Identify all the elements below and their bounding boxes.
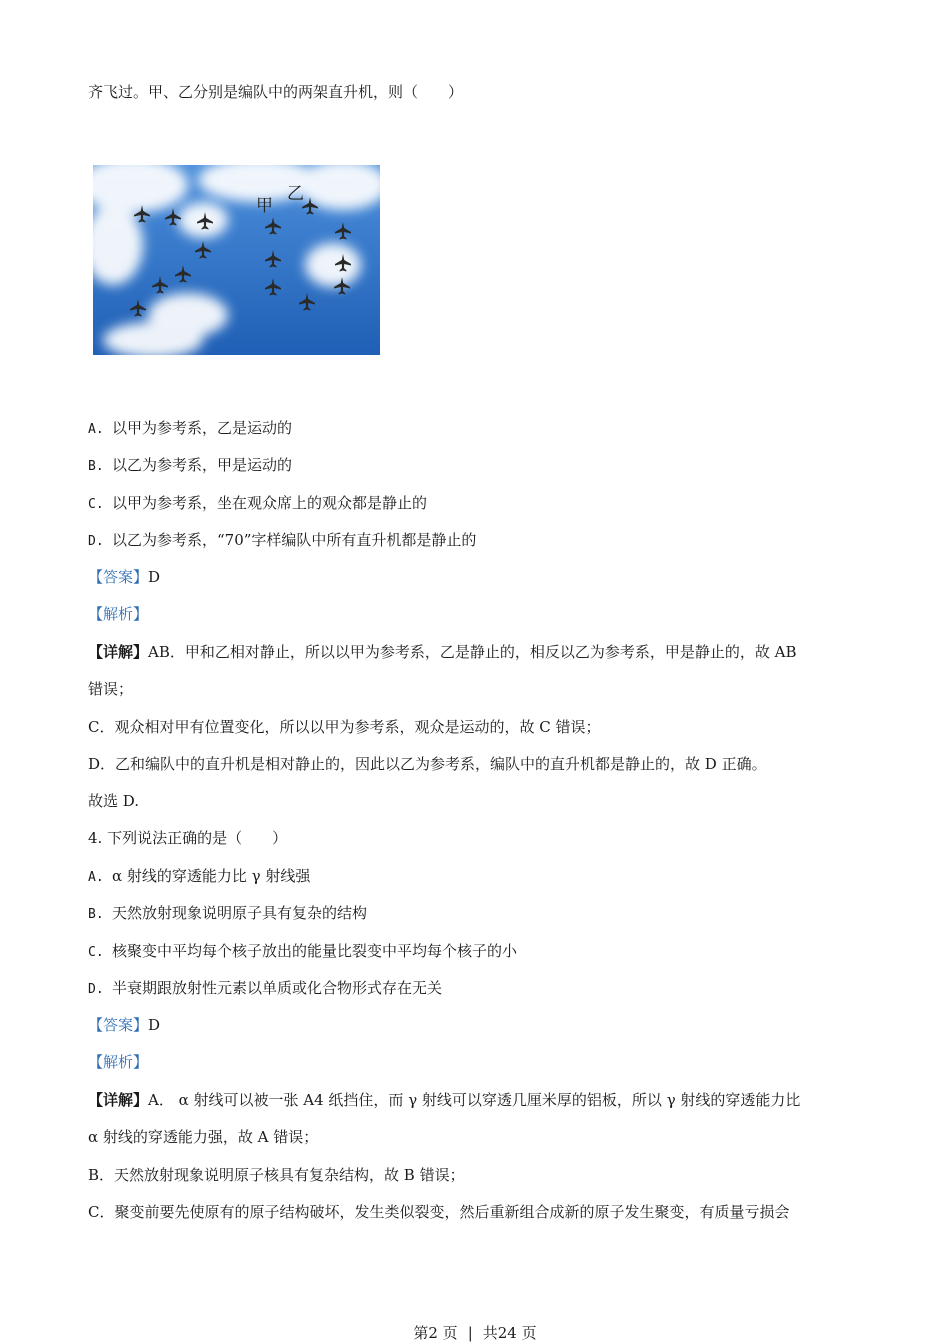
q4-detail-line-4: C．聚变前要先使原有的原子结构破坏，发生类似裂变，然后重新组合成新的原子发生聚变，有质量亏损会 bbox=[88, 1203, 790, 1221]
q3-analysis-heading: 【解析】 bbox=[88, 605, 149, 623]
q4-option-a: A. α 射线的穿透能力比 γ 射线强 bbox=[88, 867, 311, 885]
q4-detail-line-1: 【详解】A． α 射线可以被一张 A4 纸挡住，而 γ 射线可以穿透几厘米厚的铝板，所以 γ 射线的穿透能力比 bbox=[88, 1091, 801, 1109]
page-current: 第2 页 bbox=[413, 1324, 458, 1342]
page-footer bbox=[0, 1322, 950, 1343]
q4-analysis-heading: 【解析】 bbox=[88, 1053, 149, 1071]
q3-detail-line-5: 故选 D. bbox=[88, 792, 140, 810]
q4-option-d: D. 半衰期跟放射性元素以单质或化合物形式存在无关 bbox=[88, 979, 443, 997]
q3-detail-line-1: 【详解】AB．甲和乙相对静止，所以以甲为参考系，乙是静止的，相反以乙为参考系，甲是静止的，故 AB bbox=[88, 643, 797, 661]
page-separator: | bbox=[467, 1324, 473, 1342]
q3-detail-line-4: D．乙和编队中的直升机是相对静止的，因此以乙为参考系，编队中的直升机都是静止的，故 D 正确。 bbox=[88, 755, 767, 773]
page-total: 共24 页 bbox=[482, 1324, 537, 1342]
q3-detail-line-3: C．观众相对甲有位置变化，所以以甲为参考系，观众是运动的，故 C 错误； bbox=[88, 718, 601, 736]
q3-option-b: B. 以乙为参考系，甲是运动的 bbox=[88, 456, 293, 474]
q4-option-c: C. 核聚变中平均每个核子放出的能量比裂变中平均每个核子的小 bbox=[88, 942, 518, 960]
label-jia: 甲 bbox=[256, 196, 273, 216]
q4-detail-line-3: B．天然放射现象说明原子核具有复杂结构，故 B 错误； bbox=[88, 1166, 465, 1184]
q3-detail-line-2: 错误； bbox=[88, 680, 134, 698]
question-stem-continuation: 齐飞过。甲、乙分别是编队中的两架直升机，则（ ） bbox=[88, 83, 464, 101]
q3-option-c: C. 以甲为参考系，坐在观众席上的观众都是静止的 bbox=[88, 494, 428, 512]
q3-option-a: A. 以甲为参考系，乙是运动的 bbox=[88, 419, 293, 437]
q4-option-b: B. 天然放射现象说明原子具有复杂的结构 bbox=[88, 904, 368, 922]
q4-answer: 【答案】D bbox=[88, 1016, 161, 1034]
q3-option-d: D. 以乙为参考系，“70”字样编队中所有直升机都是静止的 bbox=[88, 531, 477, 549]
label-yi: 乙 bbox=[287, 184, 304, 204]
q3-answer: 【答案】D bbox=[88, 568, 161, 586]
q4-stem: 4. 下列说法正确的是（ ） bbox=[88, 829, 288, 847]
formation-photo-svg bbox=[93, 165, 380, 355]
q4-detail-line-2: α 射线的穿透能力强，故 A 错误； bbox=[88, 1128, 319, 1146]
formation-photo bbox=[93, 165, 380, 355]
